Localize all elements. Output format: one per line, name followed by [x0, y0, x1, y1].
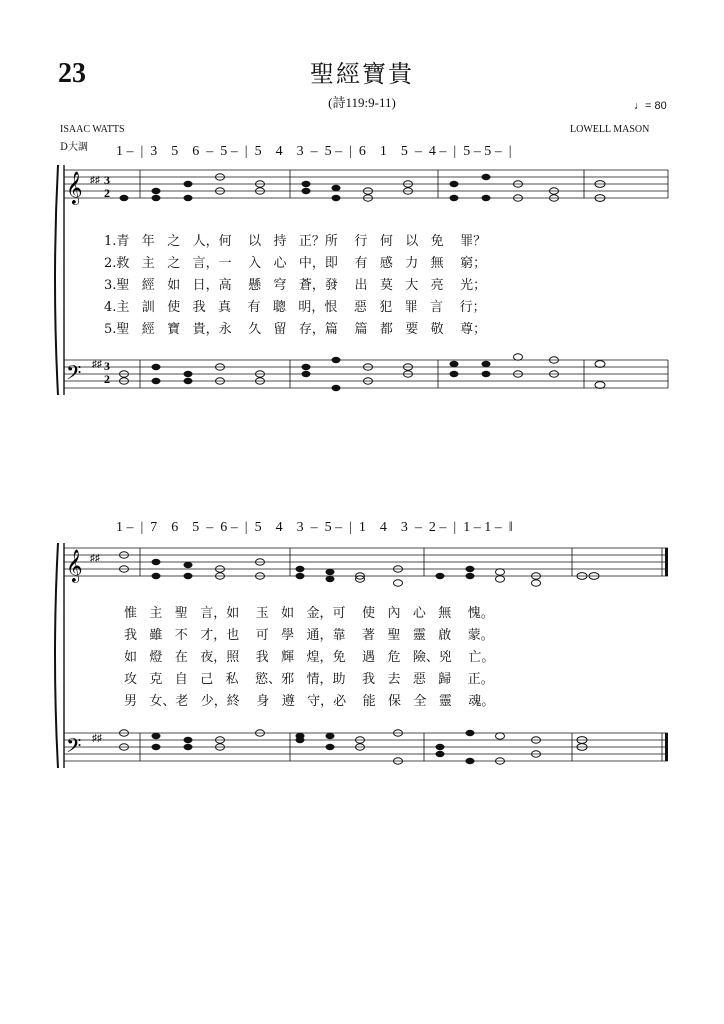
time-signature: 2	[104, 186, 110, 200]
lyric-line-2-3: 如 燈 在 夜，照 我 輝 煌，免 遇 危 險、兇 亡。	[124, 650, 495, 665]
tempo-value: = 80	[645, 100, 667, 112]
hymn-title: 聖經寶貴	[310, 60, 414, 88]
lyric-line-2-5: 男 女、老 少，終 身 遵 守，必 能 保 全 靈 魂。	[124, 694, 495, 709]
lyric-line-1-3: 3.聖 經 如 日，高 懸 穹 蒼，發 出 莫 大 亮 光；	[104, 278, 487, 293]
lyric-line-2-1: 惟 主 聖 言，如 玉 如 金，可 使 內 心 無 愧。	[124, 606, 494, 621]
treble-clef-icon: 𝄞	[66, 173, 83, 204]
sharp-icon: ♯♯	[92, 733, 102, 744]
lyric-line-1-5: 5.聖 經 寶 貴，永 久 留 存，篇 篇 都 要 敬 尊；	[104, 322, 487, 337]
system-1-bass-notes	[120, 354, 606, 391]
key-signature-label: D大調	[60, 142, 89, 153]
sharp-icon: ♯♯	[90, 175, 100, 186]
treble-clef-icon: 𝄞	[66, 551, 83, 582]
lyric-line-1-2: 2.救 主 之 言，一 入 心 中，即 有 感 力 無 窮；	[104, 256, 487, 271]
composer: LOWELL MASON	[570, 124, 650, 135]
jianpu-line-1: 1 – | 3 5 6 – 5 – | 5 4 3 – 5 – | 6 1 5 – 4 – | 5 – 5 – |	[116, 144, 512, 159]
lyricist: ISAAC WATTS	[60, 124, 125, 135]
lyric-line-1-1: 1.青 年 之 人，何 以 持 正？所 行 何 以 免 罪？	[104, 234, 487, 249]
system-1-notes	[120, 174, 606, 202]
jianpu-line-2: 1 – | 7 6 5 – 6 – | 5 4 3 – 5 – | 1 4 3 – 2 – | 1 – 1 – ‖	[116, 520, 513, 535]
scripture-reference: (詩119:9-11)	[328, 95, 396, 110]
quarter-note-icon: ♩	[634, 100, 645, 112]
hymn-number: 23	[58, 58, 86, 89]
lyric-line-2-4: 攻 克 自 己 私 慾、邪 情，助 我 去 惡 歸 正。	[124, 672, 494, 687]
sharp-icon: ♯♯	[92, 359, 102, 370]
bass-clef-icon: 𝄢	[66, 736, 82, 762]
bass-clef-icon: 𝄢	[66, 363, 82, 389]
time-signature: 2	[104, 372, 110, 386]
time-signature: 3	[104, 359, 110, 373]
lyric-line-1-4: 4.主 訓 使 我 真 有 聰 明，恨 惡 犯 罪 言 行；	[104, 300, 486, 315]
sharp-icon: ♯♯	[90, 553, 100, 564]
time-signature: 3	[104, 173, 110, 187]
lyric-line-2-2: 我 雖 不 才，也 可 學 通，靠 著 聖 靈 啟 蒙。	[124, 628, 494, 643]
